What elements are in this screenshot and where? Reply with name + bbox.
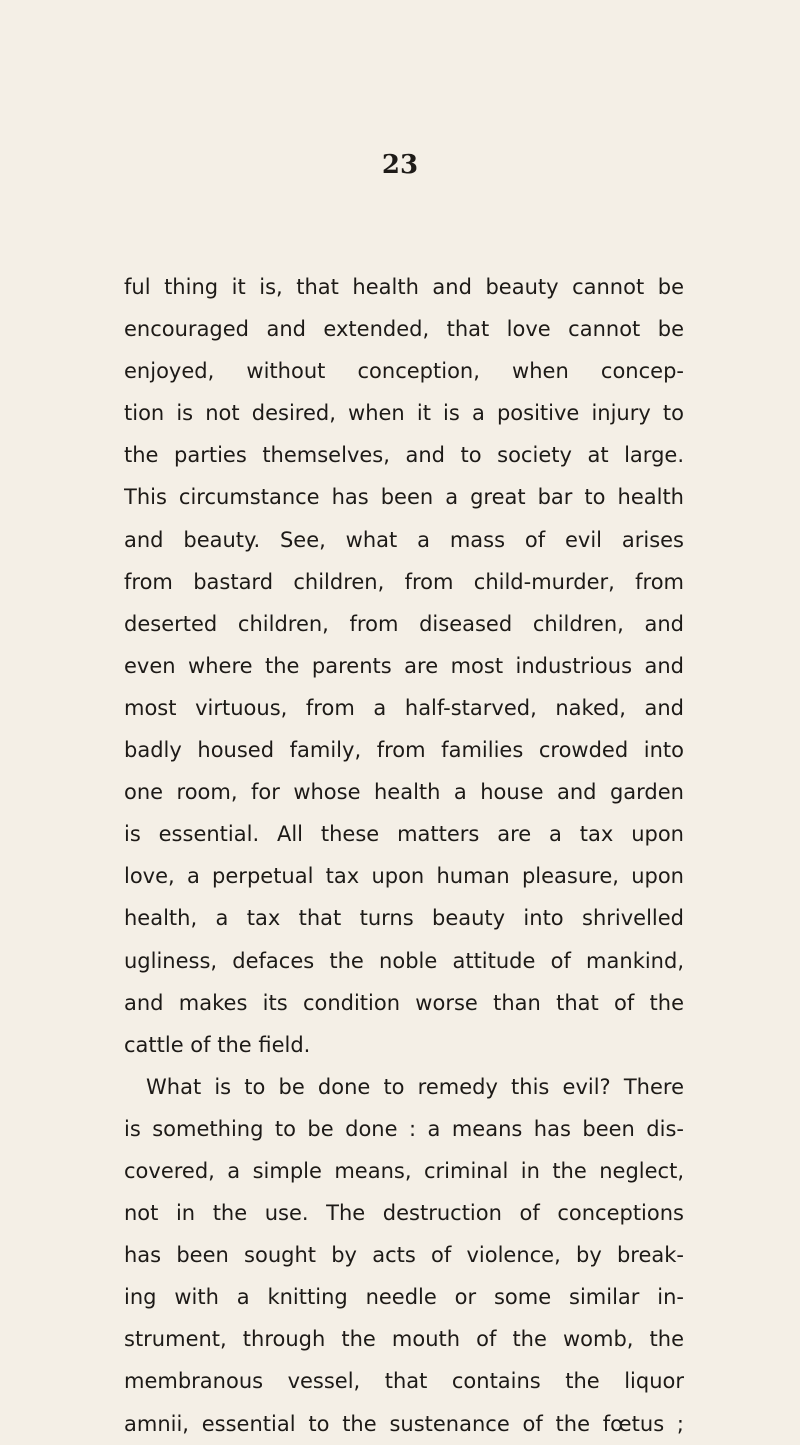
page-number: 23 bbox=[381, 150, 419, 180]
text-line: has been sought by acts of violence, by break- bbox=[124, 1243, 684, 1268]
text-line: and makes its condition worse than that of the bbox=[124, 990, 684, 1015]
text-line: encouraged and extended, that love cannot be bbox=[124, 317, 684, 342]
text-line: ful thing it is, that health and beauty cannot be bbox=[124, 275, 684, 299]
text-line: from bastard children, from child-murder, from bbox=[124, 569, 684, 594]
text-line: health, a tax that turns beauty into shrivelled bbox=[124, 906, 684, 931]
text-line: not in the use. The destruction of conceptions bbox=[124, 1201, 684, 1226]
text-line: enjoyed, without conception, when concep- bbox=[124, 359, 684, 384]
text-line: most virtuous, from a half-starved, naked, and bbox=[124, 695, 684, 720]
paragraph-end-line: cattle of the field. bbox=[124, 1032, 311, 1057]
body-text bbox=[124, 266, 684, 1445]
paragraph-start-line: What is to be done to remedy this evil? There bbox=[146, 1074, 684, 1099]
text-line: the parties themselves, and to society at large. bbox=[124, 443, 684, 468]
text-line: and beauty. See, what a mass of evil arises bbox=[124, 527, 684, 552]
text-line: amnii, essential to the sustenance of the fœtus ; bbox=[124, 1411, 684, 1436]
text-line: ing with a knitting needle or some similar in- bbox=[124, 1285, 684, 1310]
text-line: ugliness, defaces the noble attitude of mankind, bbox=[124, 948, 684, 973]
text-line: love, a perpetual tax upon human pleasure, upon bbox=[124, 864, 684, 889]
text-line: is something to be done : a means has been dis- bbox=[124, 1116, 684, 1141]
text-line: one room, for whose health a house and garden bbox=[124, 780, 684, 805]
text-line: strument, through the mouth of the womb, the bbox=[124, 1327, 684, 1352]
text-line: membranous vessel, that contains the liquor bbox=[124, 1369, 684, 1394]
text-line: even where the parents are most industrious and bbox=[124, 653, 684, 678]
text-line: badly housed family, from families crowded into bbox=[124, 738, 684, 763]
text-line: is essential. All these matters are a tax upon bbox=[124, 822, 684, 847]
text-line: tion is not desired, when it is a positive injury to bbox=[124, 401, 684, 426]
text-line: deserted children, from diseased children, and bbox=[124, 611, 684, 636]
text-line: This circumstance has been a great bar to health bbox=[124, 485, 684, 510]
text-line: covered, a simple means, criminal in the neglect, bbox=[124, 1158, 684, 1183]
